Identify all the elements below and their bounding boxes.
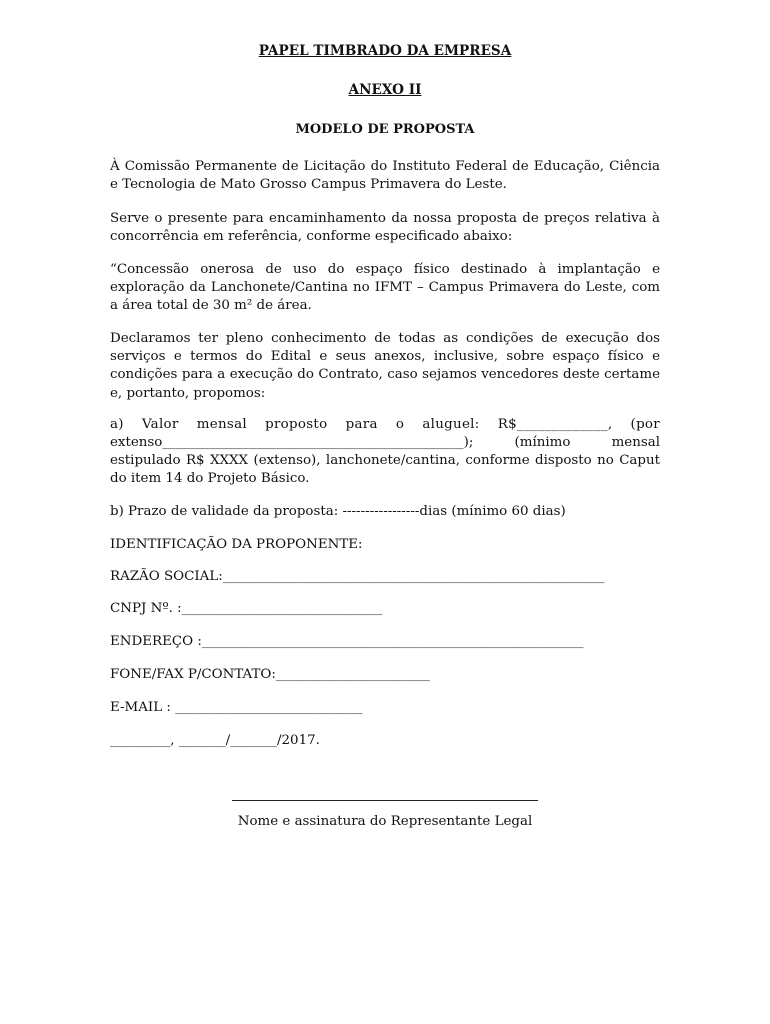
endereco-field: ENDEREÇO :_________________________________________________________ (110, 634, 584, 649)
annex-title: ANEXO II (348, 82, 422, 98)
intro-paragraph: Serve o presente para encaminhamento da nossa proposta de preços relativa à concorrência em referência, conforme especificado abaixo: (110, 211, 660, 245)
signature-label: Nome e assinatura do Representante Legal (237, 814, 533, 829)
item-b-paragraph: b) Prazo de validade da proposta: -----------------dias (mínimo 60 dias) (110, 504, 566, 519)
item-a-line-1: a) Valor mensal proposto para o aluguel: R$_____________, (por (110, 417, 660, 432)
razao-social-field: RAZÃO SOCIAL:_________________________________________________________ (110, 569, 605, 584)
object-paragraph: “Concessão onerosa de uso do espaço físico destinado à implantação e exploração da Lanchonete/Cantina no IFMT – Campus Primavera do Leste, com a área total de 30 m² de área. (110, 262, 660, 314)
signature-line (232, 800, 538, 801)
item-a-line-2: extenso_____________________________________________); (mínimo mensal (110, 435, 660, 450)
signature-block (232, 800, 538, 829)
fone-field: FONE/FAX P/CONTATO:_______________________ (110, 667, 430, 682)
email-field: E-MAIL : ____________________________ (110, 700, 363, 715)
addressee-paragraph: À Comissão Permanente de Licitação do Instituto Federal de Educação, Ciência e Tecnologia de Mato Grosso Campus Primavera do Leste. (110, 159, 660, 193)
letterhead-title: PAPEL TIMBRADO DA EMPRESA (258, 43, 512, 59)
proposal-title: MODELO DE PROPOSTA (295, 122, 475, 137)
cnpj-field: CNPJ Nº. :______________________________ (110, 601, 383, 616)
identification-heading: IDENTIFICAÇÃO DA PROPONENTE: (110, 537, 363, 552)
item-a-continuation: estipulado R$ XXXX (extenso), lanchonete/cantina, conforme disposto no Caput do item 14 do Projeto Básico. (110, 453, 660, 487)
declaration-paragraph: Declaramos ter pleno conhecimento de todas as condições de execução dos serviços e termos do Edital e seus anexos, inclusive, sobre espaço físico e condições para a execução do Contrato, caso sejamos vencedores deste certame e, portanto, propomos: (110, 331, 660, 401)
date-line: _________, _______/_______/2017. (110, 733, 320, 748)
